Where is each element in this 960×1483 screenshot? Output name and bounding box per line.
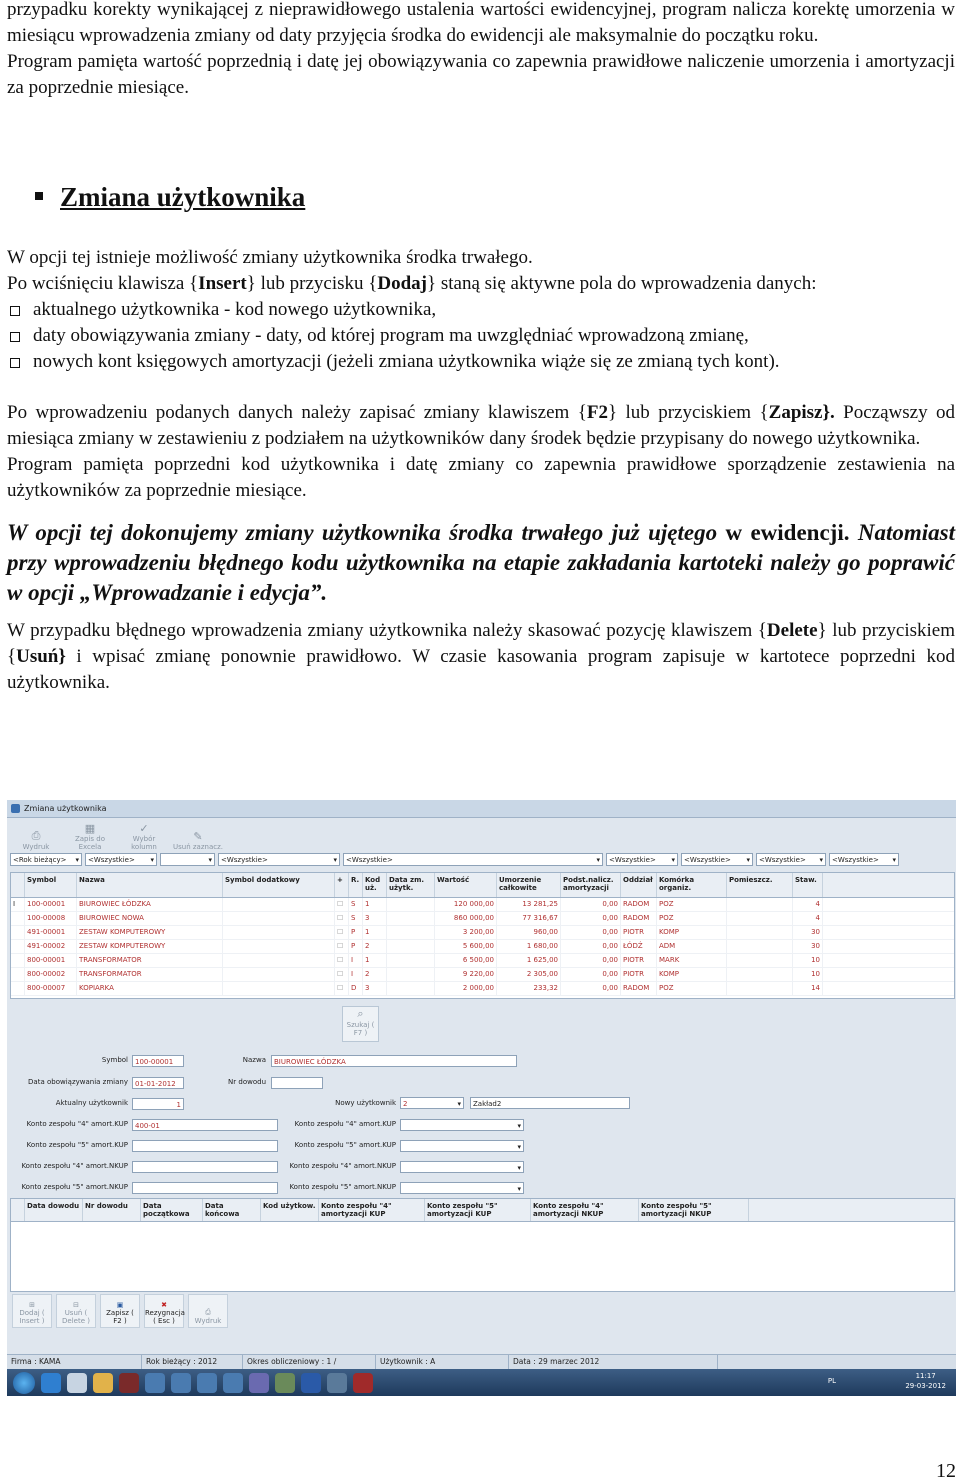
checkbox-bullet-icon <box>10 332 20 342</box>
table-cell <box>727 898 793 911</box>
table-cell: BIUROWIEC ŁÓDZKA <box>77 898 223 911</box>
column-header[interactable]: Oddział <box>621 873 657 897</box>
table-cell <box>727 926 793 939</box>
delete-button[interactable]: ⊟ Usuń ( Delete ) <box>56 1294 96 1328</box>
table-cell: 491-00002 <box>25 940 77 953</box>
table-cell: 800-00007 <box>25 982 77 995</box>
table-cell: 0,00 <box>561 898 621 911</box>
top-toolbar <box>7 818 956 856</box>
page-number: 12 <box>936 1460 956 1482</box>
table-cell: 1 <box>363 898 387 911</box>
app-taskbar-icon[interactable] <box>249 1373 269 1393</box>
new-account5-nkup-select[interactable] <box>400 1182 524 1194</box>
language-indicator[interactable]: PL <box>827 1377 836 1385</box>
status-year: Rok bieżący : 2012 <box>142 1355 243 1369</box>
save-button[interactable]: ▣ Zapisz ( F2 ) <box>100 1294 140 1328</box>
table-cell <box>223 968 335 981</box>
table-cell: PIOTR <box>621 926 657 939</box>
filter-row <box>10 853 899 866</box>
new-account4-nkup-label: Konto zespołu "4" amort.NKUP <box>289 1162 396 1170</box>
column-header[interactable]: Umorzenie całkowite <box>497 873 561 897</box>
name-label: Nazwa <box>242 1056 266 1064</box>
paragraph-delete: W przypadku błędnego wprowadzenia zmiany użytkownika należy skasować pozycję klawiszem {Delete} lub przyciskiem {Usuń} i wpisać zmianę ponownie prawidłowo. W czasie kasowania program zapisuje w kartotece poprzedni kod użytkownika. <box>7 620 955 693</box>
cancel-button[interactable]: ✖ Rezygnacja ( Esc ) <box>144 1294 184 1328</box>
section-heading: Zmiana użytkownika <box>60 182 306 212</box>
column-header[interactable]: Komórka organiz. <box>657 873 727 897</box>
column-header[interactable]: Symbol <box>25 873 77 897</box>
table-cell <box>223 926 335 939</box>
table-cell: S <box>349 912 363 925</box>
table-cell <box>223 898 335 911</box>
app-taskbar-icon[interactable] <box>145 1373 165 1393</box>
table-header <box>11 873 954 898</box>
assets-table <box>10 872 955 999</box>
status-company: Firma : KAMA <box>7 1355 142 1369</box>
table-header <box>11 1199 954 1222</box>
table-cell: P <box>349 926 363 939</box>
row-checkbox[interactable]: ☐ <box>335 926 349 939</box>
document-body <box>7 0 955 101</box>
table-cell: POZ <box>657 912 727 925</box>
table-cell: 1 <box>363 926 387 939</box>
new-account4-kup-label: Konto zespołu "4" amort.KUP <box>294 1120 396 1128</box>
new-account4-kup-select[interactable] <box>400 1119 524 1131</box>
new-account5-kup-label: Konto zespołu "5" amort.KUP <box>294 1141 396 1149</box>
date-label: Data obowiązywania zmiany <box>28 1078 128 1086</box>
table-cell <box>11 968 25 981</box>
table-cell: D <box>349 982 363 995</box>
windows-taskbar <box>7 1369 956 1396</box>
list-item: nowych kont księgowych amortyzacji (jeżeli zmiana użytkownika wiąże się ze zmianą tych kont). <box>7 349 955 375</box>
column-header[interactable]: Kod uż. <box>363 873 387 897</box>
table-cell <box>223 940 335 953</box>
table-cell: S <box>349 898 363 911</box>
table-row[interactable] <box>11 940 954 954</box>
table-cell: RADOM <box>621 898 657 911</box>
column-header[interactable]: Pomieszcz. <box>727 873 793 897</box>
table-cell <box>11 954 25 967</box>
current-user-field[interactable]: 1 <box>132 1098 184 1110</box>
window-titlebar <box>7 800 956 818</box>
table-cell: P <box>349 940 363 953</box>
table-cell: PIOTR <box>621 954 657 967</box>
filter-input[interactable] <box>160 853 215 866</box>
table-row[interactable] <box>11 912 954 926</box>
new-user-select[interactable]: 2 ▾ <box>400 1097 464 1109</box>
app-taskbar-icon[interactable] <box>275 1373 295 1393</box>
paragraph-correction: przypadku korekty wynikającej z nieprawidłowego ustalenia wartości ewidencyjnej, program nalicza korektę umorzenia w miesiącu wprowadzenia zmiany od daty przyjęcia środka do ewidencji ale maksymalnie do początku roku. <box>7 0 955 46</box>
row-checkbox[interactable]: ☐ <box>335 912 349 925</box>
table-cell: 3 <box>363 982 387 995</box>
filter-select[interactable]: <Wszystkie> ▾ <box>343 853 603 866</box>
table-cell <box>223 912 335 925</box>
close-icon: ✖ <box>161 1301 167 1309</box>
table-cell: RADOM <box>621 982 657 995</box>
new-user-name: Zakład2 <box>470 1097 630 1109</box>
new-user-label: Nowy użytkownik <box>335 1099 396 1107</box>
new-account5-nkup-label: Konto zespołu "5" amort.NKUP <box>289 1183 396 1191</box>
account5-kup-field[interactable] <box>132 1140 278 1152</box>
app-taskbar-icon[interactable] <box>223 1373 243 1393</box>
column-header[interactable]: Podst.nalicz. amortyzacji <box>561 873 621 897</box>
table-cell: I <box>11 898 25 911</box>
column-header[interactable]: Data początkowa <box>141 1199 203 1221</box>
name-field[interactable]: BIUROWIEC ŁÓDZKA <box>271 1055 517 1067</box>
checkmark-icon: ✓ <box>139 822 149 835</box>
account5-nkup-label: Konto zespołu "5" amort.NKUP <box>21 1183 128 1191</box>
app-taskbar-icon[interactable] <box>353 1373 373 1393</box>
paragraph-intro: W opcji tej istnieje możliwość zmiany użytkownika środka trwałego. <box>7 247 533 268</box>
notepad-icon[interactable] <box>67 1373 87 1393</box>
columns-button[interactable]: ✓ Wybór kolumn <box>131 822 157 851</box>
symbol-label: Symbol <box>101 1056 128 1064</box>
status-user: Użytkownik : A <box>376 1355 509 1369</box>
table-cell: I <box>349 954 363 967</box>
table-cell <box>387 912 435 925</box>
account4-nkup-label: Konto zespołu "4" amort.NKUP <box>21 1162 128 1170</box>
table-row[interactable] <box>11 926 954 940</box>
row-checkbox[interactable]: ☐ <box>335 940 349 953</box>
search-icon: ⌕ <box>357 1007 364 1020</box>
table-row[interactable] <box>11 898 954 912</box>
browser-icon[interactable] <box>41 1373 61 1393</box>
table-cell: 800-00001 <box>25 954 77 967</box>
add-button[interactable]: ⊞ Dodaj ( Insert ) <box>12 1294 52 1328</box>
column-header[interactable]: Wartość <box>435 873 497 897</box>
column-header[interactable]: Nr dowodu <box>83 1199 141 1221</box>
delete-icon: ⊟ <box>73 1301 79 1309</box>
window-title: Zmiana użytkownika <box>24 804 107 813</box>
table-cell <box>387 982 435 995</box>
doc-number-field[interactable] <box>271 1077 323 1089</box>
table-cell <box>727 954 793 967</box>
table-cell: 2 <box>363 940 387 953</box>
account5-kup-label: Konto zespołu "5" amort.KUP <box>26 1141 128 1149</box>
filter-select[interactable]: <Wszystkie> ▾ <box>85 853 157 866</box>
column-header[interactable]: Symbol dodatkowy <box>223 873 335 897</box>
table-cell: I <box>349 968 363 981</box>
table-cell: KOMP <box>657 968 727 981</box>
table-cell <box>387 954 435 967</box>
date-field[interactable]: 01-01-2012 <box>132 1077 184 1089</box>
table-cell: POZ <box>657 898 727 911</box>
table-cell: 10 <box>793 954 823 967</box>
column-header[interactable]: Nazwa <box>77 873 223 897</box>
year-filter[interactable]: <Rok bieżący> ▾ <box>10 853 82 866</box>
table-cell: 0,00 <box>561 968 621 981</box>
table-cell: 0,00 <box>561 912 621 925</box>
checkbox-bullet-icon <box>10 358 20 368</box>
paragraph-note-italic: W opcji tej dokonujemy zmiany użytkownika środka trwałego już ujętego w ewidencji. Natomiast przy wprowadzeniu błędnego kodu użytkownika na etapie zakładania kartoteki należy go poprawić w opcji „Wprowadzanie i edycja”. <box>7 520 955 605</box>
table-cell: 30 <box>793 940 823 953</box>
table-cell: 2 000,00 <box>435 982 497 995</box>
print-button[interactable]: ⎙ Wydruk <box>188 1294 228 1328</box>
search-button[interactable]: ⌕ Szukaj ( F7 ) <box>342 1006 379 1042</box>
table-cell: 233,32 <box>497 982 561 995</box>
history-table <box>10 1198 955 1292</box>
column-header[interactable]: + <box>335 873 349 897</box>
table-cell: 1 <box>363 954 387 967</box>
filter-select[interactable]: <Wszystkie> ▾ <box>756 853 826 866</box>
account4-nkup-field[interactable] <box>132 1161 278 1173</box>
app-taskbar-icon[interactable] <box>197 1373 217 1393</box>
current-user-label: Aktualny użytkownik <box>55 1099 128 1107</box>
row-checkbox[interactable]: ☐ <box>335 968 349 981</box>
explorer-icon[interactable] <box>93 1373 113 1393</box>
account5-nkup-field[interactable] <box>132 1182 278 1194</box>
table-cell: 800-00002 <box>25 968 77 981</box>
column-header[interactable]: Konto zespołu "5" amortyzacji KUP <box>425 1199 531 1221</box>
table-cell: TRANSFORMATOR <box>77 968 223 981</box>
column-header[interactable]: Konto zespołu "5" amortyzacji NKUP <box>639 1199 749 1221</box>
heading-bullet-icon <box>35 192 43 200</box>
table-cell <box>11 982 25 995</box>
table-cell: KOMP <box>657 926 727 939</box>
table-cell <box>387 940 435 953</box>
new-account5-kup-select[interactable] <box>400 1140 524 1152</box>
table-cell: ŁÓDŹ <box>621 940 657 953</box>
table-cell: 4 <box>793 912 823 925</box>
delete-selection-button[interactable]: ✎ Usuń zaznacz. <box>173 830 223 851</box>
table-cell: 6 500,00 <box>435 954 497 967</box>
table-cell <box>387 968 435 981</box>
table-cell: 5 600,00 <box>435 940 497 953</box>
table-cell: 3 200,00 <box>435 926 497 939</box>
table-cell: BIUROWIEC NOWA <box>77 912 223 925</box>
paragraph-insert: Po wciśnięciu klawisza {Insert} lub przycisku {Dodaj} staną się aktywne pola do wprowadzenia danych: <box>7 273 817 294</box>
table-cell <box>727 940 793 953</box>
table-cell: 960,00 <box>497 926 561 939</box>
table-cell: MARK <box>657 954 727 967</box>
paragraph-previous-code: Program pamięta poprzedni kod użytkownika i datę zmiany co zapewnia prawidłowe sporządzenie zestawienia na użytkowników za poprzednie miesiące. <box>7 454 955 501</box>
bottom-toolbar <box>12 1294 228 1328</box>
table-cell <box>727 912 793 925</box>
excel-icon: ▦ <box>84 822 96 835</box>
paragraph-program-memory: Program pamięta wartość poprzednią i datę jej obowiązywania co zapewnia prawidłowe naliczenie umorzenia i amortyzacji za poprzednie miesiące. <box>7 51 955 98</box>
column-header[interactable]: Data końcowa <box>203 1199 261 1221</box>
erase-icon: ✎ <box>193 830 203 843</box>
table-cell: 100-00001 <box>25 898 77 911</box>
table-cell: 0,00 <box>561 982 621 995</box>
table-cell <box>11 912 25 925</box>
app-taskbar-icon[interactable] <box>171 1373 191 1393</box>
paragraph-save: Po wprowadzeniu podanych danych należy zapisać zmiany klawiszem {F2} lub przyciskiem {Zapisz}. Począwszy od miesiąca zmiany w zestawieniu z podziałem na użytkowników dany środek będzie przypisany do nowego użytkownika. <box>7 402 956 449</box>
doc-number-label: Nr dowodu <box>228 1078 266 1086</box>
table-cell: KOPIARKA <box>77 982 223 995</box>
table-cell: 10 <box>793 968 823 981</box>
column-header[interactable]: Staw. <box>793 873 823 897</box>
table-body <box>11 898 954 996</box>
table-cell: 0,00 <box>561 926 621 939</box>
table-cell: ADM <box>657 940 727 953</box>
table-cell: ZESTAW KOMPUTEROWY <box>77 940 223 953</box>
list-item: daty obowiązywania zmiany - daty, od której program ma uwzględniać wprowadzoną zmianę, <box>7 323 955 349</box>
table-cell: 860 000,00 <box>435 912 497 925</box>
table-cell: 3 <box>363 912 387 925</box>
table-cell: 120 000,00 <box>435 898 497 911</box>
filter-select[interactable]: <Wszystkie> ▾ <box>829 853 899 866</box>
table-cell: 1 680,00 <box>497 940 561 953</box>
row-checkbox[interactable]: ☐ <box>335 898 349 911</box>
table-row[interactable] <box>11 968 954 982</box>
account4-kup-label: Konto zespołu "4" amort.KUP <box>26 1120 128 1128</box>
table-cell: 1 625,00 <box>497 954 561 967</box>
table-cell: 2 305,00 <box>497 968 561 981</box>
column-header[interactable]: Data zm. użytk. <box>387 873 435 897</box>
table-cell <box>223 954 335 967</box>
status-period: Okres obliczeniowy : 1 / <box>243 1355 376 1369</box>
taskbar-clock[interactable]: 11:17 29-03-2012 <box>905 1372 946 1390</box>
table-cell: RADOM <box>621 912 657 925</box>
floppy-icon: ▣ <box>116 1301 124 1309</box>
checkbox-bullet-icon <box>10 306 20 316</box>
table-cell: 30 <box>793 926 823 939</box>
table-cell: 13 281,25 <box>497 898 561 911</box>
table-cell: PIOTR <box>621 968 657 981</box>
table-cell <box>387 898 435 911</box>
table-cell: 0,00 <box>561 940 621 953</box>
app-taskbar-icon[interactable] <box>119 1373 139 1393</box>
app-icon <box>11 804 20 813</box>
table-cell: ZESTAW KOMPUTEROWY <box>77 926 223 939</box>
table-cell: 14 <box>793 982 823 995</box>
table-cell <box>387 926 435 939</box>
column-header[interactable]: Data dowodu <box>25 1199 83 1221</box>
table-cell: TRANSFORMATOR <box>77 954 223 967</box>
section-body <box>7 245 955 696</box>
column-header[interactable]: Kod użytkow. <box>261 1199 319 1221</box>
column-header[interactable]: R. <box>349 873 363 897</box>
table-cell: 491-00001 <box>25 926 77 939</box>
printer-icon: ⎙ <box>31 829 41 842</box>
table-cell: 9 220,00 <box>435 968 497 981</box>
start-button[interactable] <box>13 1372 35 1394</box>
filter-select[interactable]: <Wszystkie> ▾ <box>606 853 678 866</box>
print-button[interactable]: ⎙ Wydruk <box>22 829 50 851</box>
table-cell: 0,00 <box>561 954 621 967</box>
export-excel-button[interactable]: ▦ Zapis do Excela <box>74 822 106 851</box>
table-cell <box>727 982 793 995</box>
row-checkbox[interactable]: ☐ <box>335 982 349 995</box>
table-cell: 100-00008 <box>25 912 77 925</box>
account4-kup-field[interactable]: 400-01 <box>132 1119 278 1131</box>
filter-select[interactable]: <Wszystkie> ▾ <box>681 853 753 866</box>
column-header[interactable]: Konto zespołu "4" amortyzacji NKUP <box>531 1199 639 1221</box>
table-cell <box>727 968 793 981</box>
status-bar <box>7 1354 956 1369</box>
list-item: aktualnego użytkownika - kod nowego użytkownika, <box>7 297 955 323</box>
symbol-field[interactable]: 100-00001 <box>132 1055 184 1067</box>
column-header[interactable]: Konto zespołu "4" amortyzacji KUP <box>319 1199 425 1221</box>
add-icon: ⊞ <box>29 1301 35 1309</box>
table-cell: 77 316,67 <box>497 912 561 925</box>
new-account4-nkup-select[interactable] <box>400 1161 524 1173</box>
table-cell <box>11 926 25 939</box>
table-cell: 4 <box>793 898 823 911</box>
word-icon[interactable] <box>301 1373 321 1393</box>
edit-form <box>10 1000 953 1190</box>
printer-icon: ⎙ <box>205 1308 211 1316</box>
filter-select[interactable]: <Wszystkie> ▾ <box>218 853 340 866</box>
row-checkbox[interactable]: ☐ <box>335 954 349 967</box>
table-row[interactable] <box>11 954 954 968</box>
table-cell: POZ <box>657 982 727 995</box>
app-screenshot <box>7 800 956 1396</box>
table-row[interactable] <box>11 982 954 996</box>
table-cell: 2 <box>363 968 387 981</box>
app-taskbar-icon[interactable] <box>327 1373 347 1393</box>
status-date: Data : 29 marzec 2012 <box>509 1355 718 1369</box>
table-cell <box>11 940 25 953</box>
table-cell <box>223 982 335 995</box>
